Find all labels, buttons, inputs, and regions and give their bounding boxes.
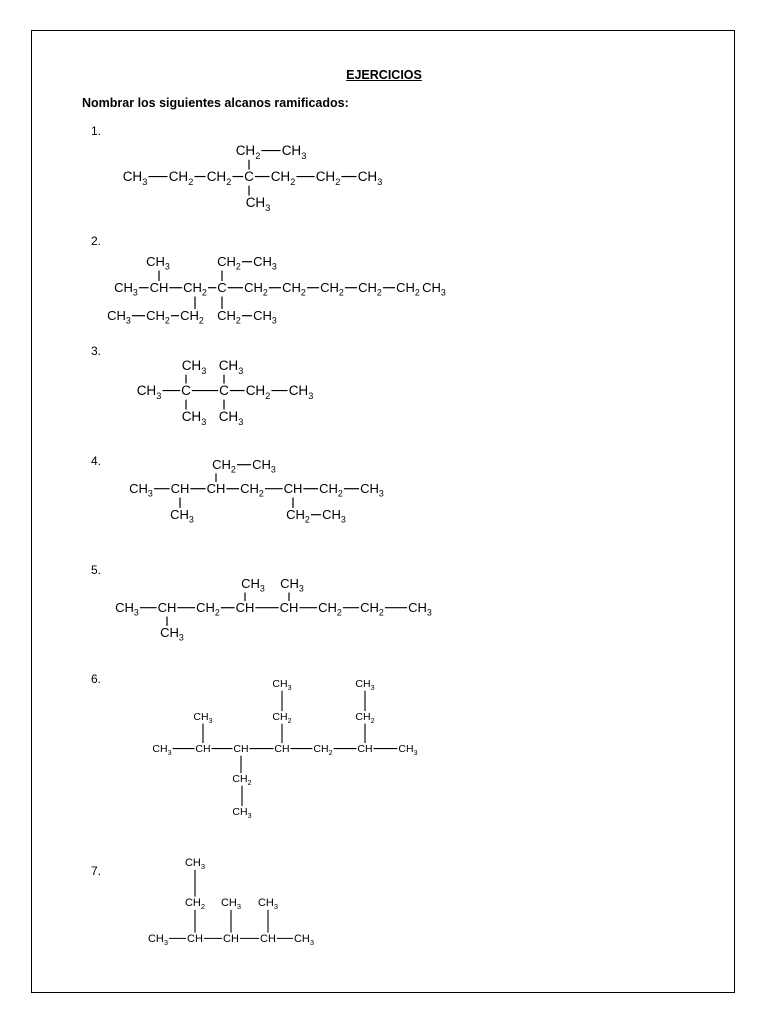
chain-atom-ch3: $CH_3$ xyxy=(360,481,384,499)
chain-atom-c: C xyxy=(181,383,191,398)
molecule-2 xyxy=(107,254,446,326)
exercise-number-5: 5. xyxy=(91,563,102,577)
chain-atom-ch2: $CH_2$ xyxy=(360,600,384,618)
chain-atom-ch3: $CH_3$ xyxy=(357,169,383,187)
chain-atom-ch: CH xyxy=(187,933,203,945)
chain-atom-c: C xyxy=(219,383,229,398)
chain-atom-ch2: $CH_2$ xyxy=(196,600,220,618)
chain-atom-ch2: $CH_2$ xyxy=(319,481,343,499)
exercise-number-7: 7. xyxy=(91,864,102,878)
instruction-text: Nombrar los siguientes alcanos ramificados: xyxy=(82,96,349,110)
substituent-group: $CH_2$ xyxy=(217,308,241,326)
chain-atom-ch2: $CH_2$ xyxy=(396,280,420,298)
chain-atom-ch2: $CH_2$ xyxy=(245,383,271,401)
substituent-group: $CH_2$ xyxy=(217,254,241,272)
chain-atom-ch2: $CH_2$ xyxy=(313,743,333,757)
chain-atom-ch3: $CH_3$ xyxy=(147,933,169,948)
chain-atom-ch2: $CH_2$ xyxy=(168,169,194,187)
chain-atom-ch: CH xyxy=(223,933,239,945)
substituent-group: $CH_3$ xyxy=(220,897,242,912)
chain-atom-ch2: $CH_2$ xyxy=(270,169,296,187)
exercise-number-4: 4. xyxy=(91,454,102,468)
chain-atom-ch: CH xyxy=(170,481,190,496)
substituent-group: $CH_3$ xyxy=(193,711,213,725)
chain-atom-ch3: $CH_3$ xyxy=(129,481,153,499)
chain-atom-ch3: $CH_3$ xyxy=(293,933,315,948)
substituent-group: $CH_3$ xyxy=(245,195,271,213)
substituent-group: $CH_3$ xyxy=(107,308,131,326)
substituent-group: $CH_3$ xyxy=(272,678,292,692)
chain-atom-ch3: $CH_3$ xyxy=(122,169,148,187)
exercise-number-2: 2. xyxy=(91,234,102,248)
substituent-group: $CH_3$ xyxy=(184,857,206,872)
substituent-group: $CH_3$ xyxy=(253,308,277,326)
chain-atom-ch2: $CH_2$ xyxy=(244,280,268,298)
substituent-group: $CH_3$ xyxy=(181,409,207,427)
chain-atom-ch2: $CH_2$ xyxy=(318,600,342,618)
substituent-group: $CH_3$ xyxy=(170,507,194,525)
chain-atom-ch3: $CH_3$ xyxy=(398,743,418,757)
substituent-group: $CH_3$ xyxy=(257,897,279,912)
chain-atom-ch2: $CH_2$ xyxy=(320,280,344,298)
substituent-group: $CH_3$ xyxy=(146,254,170,272)
chain-atom-ch3: $CH_3$ xyxy=(408,600,432,618)
chain-atom-ch2: $CH_2$ xyxy=(183,280,207,298)
chain-atom-ch2: $CH_2$ xyxy=(206,169,232,187)
chain-atom-ch: CH xyxy=(195,743,211,755)
substituent-group: $CH_2$ xyxy=(146,308,170,326)
molecule-1 xyxy=(123,143,383,213)
chain-atom-c: C xyxy=(244,169,254,184)
substituent-group: $CH_2$ xyxy=(355,711,375,725)
chain-atom-ch: CH xyxy=(233,743,249,755)
chain-atom-ch: CH xyxy=(149,280,169,295)
substituent-group: $CH_3$ xyxy=(241,576,265,594)
chain-atom-c: C xyxy=(217,280,227,295)
chain-atom-ch: CH xyxy=(157,600,177,615)
substituent-group: $CH_3$ xyxy=(232,806,252,820)
chain-atom-ch: CH xyxy=(206,481,226,496)
substituent-group: $CH_2$ xyxy=(180,308,204,326)
chain-atom-ch2: $CH_2$ xyxy=(358,280,382,298)
chain-atom-ch3: $CH_3$ xyxy=(152,743,172,757)
substituent-group: $CH_3$ xyxy=(280,576,304,594)
substituent-group: $CH_2$ xyxy=(235,143,261,161)
substituent-group: $CH_2$ xyxy=(286,507,310,525)
substituent-group: $CH_2$ xyxy=(184,897,206,912)
substituent-group: $CH_3$ xyxy=(355,678,375,692)
exercise-number-6: 6. xyxy=(91,672,102,686)
chain-atom-ch3: $CH_3$ xyxy=(136,383,162,401)
substituent-group: $CH_2$ xyxy=(212,457,236,475)
chain-atom-ch2: $CH_2$ xyxy=(240,481,264,499)
exercise-number-1: 1. xyxy=(91,124,102,138)
substituent-group: $CH_2$ xyxy=(272,711,292,725)
molecule-3 xyxy=(137,358,314,427)
molecule-6 xyxy=(152,678,417,820)
molecule-5 xyxy=(115,576,432,643)
chain-atom-ch3: $CH_3$ xyxy=(288,383,314,401)
substituent-group: $CH_3$ xyxy=(218,409,244,427)
chain-atom-ch: CH xyxy=(235,600,255,615)
chain-atom-ch: CH xyxy=(274,743,290,755)
chain-atom-ch3: $CH_3$ xyxy=(114,280,138,298)
chain-atom-ch: CH xyxy=(283,481,303,496)
chain-atom-ch: CH xyxy=(279,600,299,615)
substituent-group: $CH_3$ xyxy=(322,507,346,525)
chain-atom-ch3: $CH_3$ xyxy=(422,280,446,298)
chain-atom-ch: CH xyxy=(260,933,276,945)
substituent-group: $CH_3$ xyxy=(181,358,207,376)
page-title: EJERCICIOS xyxy=(346,68,422,82)
molecule-4 xyxy=(129,457,384,525)
chain-atom-ch2: $CH_2$ xyxy=(315,169,341,187)
exercise-number-3: 3. xyxy=(91,344,102,358)
molecule-7 xyxy=(148,857,314,947)
chain-atom-ch2: $CH_2$ xyxy=(282,280,306,298)
substituent-group: $CH_2$ xyxy=(232,773,252,787)
chain-atom-ch3: $CH_3$ xyxy=(115,600,139,618)
substituent-group: $CH_3$ xyxy=(218,358,244,376)
substituent-group: $CH_3$ xyxy=(160,625,184,643)
substituent-group: $CH_3$ xyxy=(252,457,276,475)
substituent-group: $CH_3$ xyxy=(281,143,307,161)
chain-atom-ch: CH xyxy=(357,743,373,755)
substituent-group: $CH_3$ xyxy=(253,254,277,272)
